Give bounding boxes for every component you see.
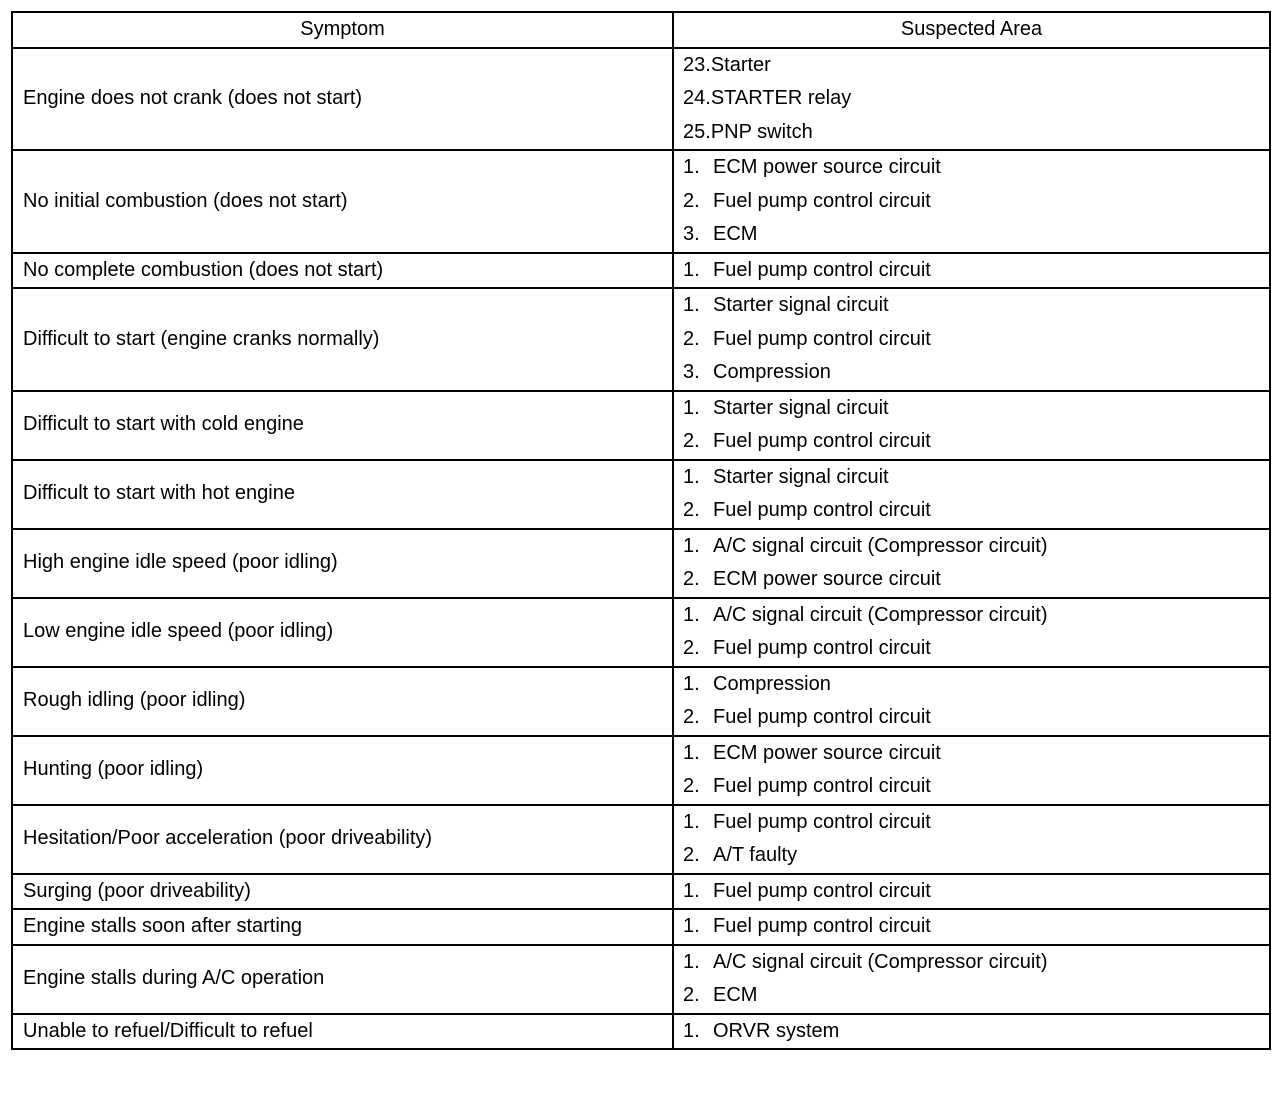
item-number: 2. xyxy=(683,775,700,797)
suspected-area-cell xyxy=(673,391,1270,460)
symptom-cell: Hunting (poor idling) xyxy=(12,736,673,805)
suspected-area-item xyxy=(683,151,1269,185)
table-row xyxy=(12,598,1270,667)
table-row xyxy=(12,909,1270,945)
item-number: 24. xyxy=(683,87,711,109)
header-suspected-area: Suspected Area xyxy=(673,12,1270,48)
suspected-area-cell xyxy=(673,598,1270,667)
item-text: Fuel pump control circuit xyxy=(713,499,931,521)
item-number: 1. xyxy=(683,1019,700,1042)
table-row xyxy=(12,150,1270,253)
header-row xyxy=(12,12,1270,48)
symptom-table xyxy=(11,11,1271,1050)
item-number: 1. xyxy=(683,741,700,764)
suspected-area-cell xyxy=(673,150,1270,253)
table-row xyxy=(12,874,1270,910)
item-number: 1. xyxy=(683,396,700,419)
suspected-area-item xyxy=(683,254,1269,288)
suspected-area-item xyxy=(683,116,1269,150)
item-number: 2. xyxy=(683,430,700,452)
symptom-cell: Difficult to start (engine cranks normally) xyxy=(12,288,673,391)
item-number: 1. xyxy=(683,465,700,488)
table-row xyxy=(12,460,1270,529)
item-number: 1. xyxy=(683,294,700,316)
item-text: Starter signal circuit xyxy=(713,396,889,419)
symptom-cell: Difficult to start with hot engine xyxy=(12,460,673,529)
item-number: 2. xyxy=(683,499,700,521)
suspected-area-cell xyxy=(673,529,1270,598)
item-number: 1. xyxy=(683,156,700,178)
item-text: ECM xyxy=(713,984,758,1006)
suspected-area-item xyxy=(683,668,1269,702)
suspected-area-item xyxy=(683,82,1269,116)
suspected-area-item xyxy=(683,530,1269,564)
item-text: ORVR system xyxy=(713,1019,840,1042)
item-number: 2. xyxy=(683,568,700,590)
item-number: 2. xyxy=(683,189,700,212)
item-text: Fuel pump control circuit xyxy=(713,637,931,659)
symptom-table-container xyxy=(11,11,1269,1050)
table-body xyxy=(12,48,1270,1050)
suspected-area-item xyxy=(683,289,1269,323)
symptom-cell: High engine idle speed (poor idling) xyxy=(12,529,673,598)
suspected-area-item xyxy=(683,806,1269,840)
symptom-cell: Surging (poor driveability) xyxy=(12,874,673,910)
suspected-area-item xyxy=(683,461,1269,495)
suspected-area-item xyxy=(683,185,1269,219)
table-row xyxy=(12,529,1270,598)
item-text: Fuel pump control circuit xyxy=(713,706,931,728)
suspected-area-cell xyxy=(673,460,1270,529)
suspected-area-cell xyxy=(673,909,1270,945)
suspected-area-item xyxy=(683,425,1269,459)
suspected-area-item xyxy=(683,392,1269,426)
suspected-area-cell xyxy=(673,1014,1270,1050)
suspected-area-item xyxy=(683,323,1269,357)
header-symptom: Symptom xyxy=(12,12,673,48)
symptom-cell: Difficult to start with cold engine xyxy=(12,391,673,460)
suspected-area-item xyxy=(683,701,1269,735)
suspected-area-item xyxy=(683,979,1269,1013)
item-number: 3. xyxy=(683,223,700,245)
table-row xyxy=(12,391,1270,460)
item-text: A/T faulty xyxy=(713,844,798,866)
suspected-area-item xyxy=(683,737,1269,771)
item-number: 1. xyxy=(683,603,700,626)
item-number: 1. xyxy=(683,879,700,902)
suspected-area-cell xyxy=(673,945,1270,1014)
item-number: 3. xyxy=(683,361,700,383)
item-number: 2. xyxy=(683,984,700,1006)
symptom-cell: Unable to refuel/Difficult to refuel xyxy=(12,1014,673,1050)
item-text: Compression xyxy=(713,361,831,383)
item-text: A/C signal circuit (Compressor circuit) xyxy=(713,603,1048,626)
suspected-area-cell xyxy=(673,253,1270,289)
table-row xyxy=(12,253,1270,289)
item-text: STARTER relay xyxy=(710,87,852,109)
item-number: 1. xyxy=(683,915,700,937)
suspected-area-item xyxy=(683,910,1269,944)
suspected-area-item xyxy=(683,563,1269,597)
item-number: 1. xyxy=(683,672,700,695)
item-text: ECM power source circuit xyxy=(713,568,941,590)
table-row xyxy=(12,945,1270,1014)
item-text: Starter signal circuit xyxy=(713,294,889,316)
item-number: 2. xyxy=(683,706,700,728)
suspected-area-item xyxy=(683,632,1269,666)
suspected-area-item xyxy=(683,839,1269,873)
symptom-cell: No complete combustion (does not start) xyxy=(12,253,673,289)
suspected-area-cell xyxy=(673,667,1270,736)
suspected-area-item xyxy=(683,770,1269,804)
item-text: Fuel pump control circuit xyxy=(713,879,931,902)
suspected-area-cell xyxy=(673,874,1270,910)
suspected-area-item xyxy=(683,1015,1269,1049)
item-text: A/C signal circuit (Compressor circuit) xyxy=(713,950,1048,973)
item-text: A/C signal circuit (Compressor circuit) xyxy=(713,534,1048,557)
suspected-area-item xyxy=(683,946,1269,980)
table-row xyxy=(12,1014,1270,1050)
item-text: Fuel pump control circuit xyxy=(713,810,931,833)
item-text: PNP switch xyxy=(710,120,813,143)
item-text: ECM xyxy=(713,223,758,245)
item-number: 2. xyxy=(683,327,700,350)
symptom-cell: Hesitation/Poor acceleration (poor driveability) xyxy=(12,805,673,874)
item-number: 1. xyxy=(683,534,700,557)
symptom-cell: Low engine idle speed (poor idling) xyxy=(12,598,673,667)
item-number: 1. xyxy=(683,258,700,281)
item-number: 1. xyxy=(683,810,700,833)
suspected-area-item xyxy=(683,218,1269,252)
table-header xyxy=(12,12,1270,48)
item-number: 2. xyxy=(683,637,700,659)
item-number: 23. xyxy=(683,53,711,76)
item-number: 25. xyxy=(683,120,711,143)
symptom-cell: Engine does not crank (does not start) xyxy=(12,48,673,151)
suspected-area-item xyxy=(683,875,1269,909)
item-text: Fuel pump control circuit xyxy=(713,915,931,937)
suspected-area-cell xyxy=(673,48,1270,151)
item-text: ECM power source circuit xyxy=(713,741,941,764)
item-text: Fuel pump control circuit xyxy=(713,327,931,350)
symptom-cell: Engine stalls during A/C operation xyxy=(12,945,673,1014)
symptom-cell: Rough idling (poor idling) xyxy=(12,667,673,736)
suspected-area-item xyxy=(683,49,1269,83)
symptom-cell: No initial combustion (does not start) xyxy=(12,150,673,253)
table-row xyxy=(12,48,1270,151)
item-text: ECM power source circuit xyxy=(713,156,941,178)
item-text: Fuel pump control circuit xyxy=(713,258,931,281)
suspected-area-item xyxy=(683,494,1269,528)
suspected-area-cell xyxy=(673,805,1270,874)
item-number: 2. xyxy=(683,844,700,866)
suspected-area-item xyxy=(683,356,1269,390)
symptom-cell: Engine stalls soon after starting xyxy=(12,909,673,945)
item-text: Fuel pump control circuit xyxy=(713,430,931,452)
table-row xyxy=(12,667,1270,736)
item-text: Starter xyxy=(710,53,771,76)
table-row xyxy=(12,736,1270,805)
table-row xyxy=(12,805,1270,874)
suspected-area-item xyxy=(683,599,1269,633)
item-text: Starter signal circuit xyxy=(713,465,889,488)
item-number: 1. xyxy=(683,950,700,973)
suspected-area-cell xyxy=(673,736,1270,805)
table-row xyxy=(12,288,1270,391)
item-text: Compression xyxy=(713,672,831,695)
item-text: Fuel pump control circuit xyxy=(713,189,931,212)
item-text: Fuel pump control circuit xyxy=(713,775,931,797)
suspected-area-cell xyxy=(673,288,1270,391)
